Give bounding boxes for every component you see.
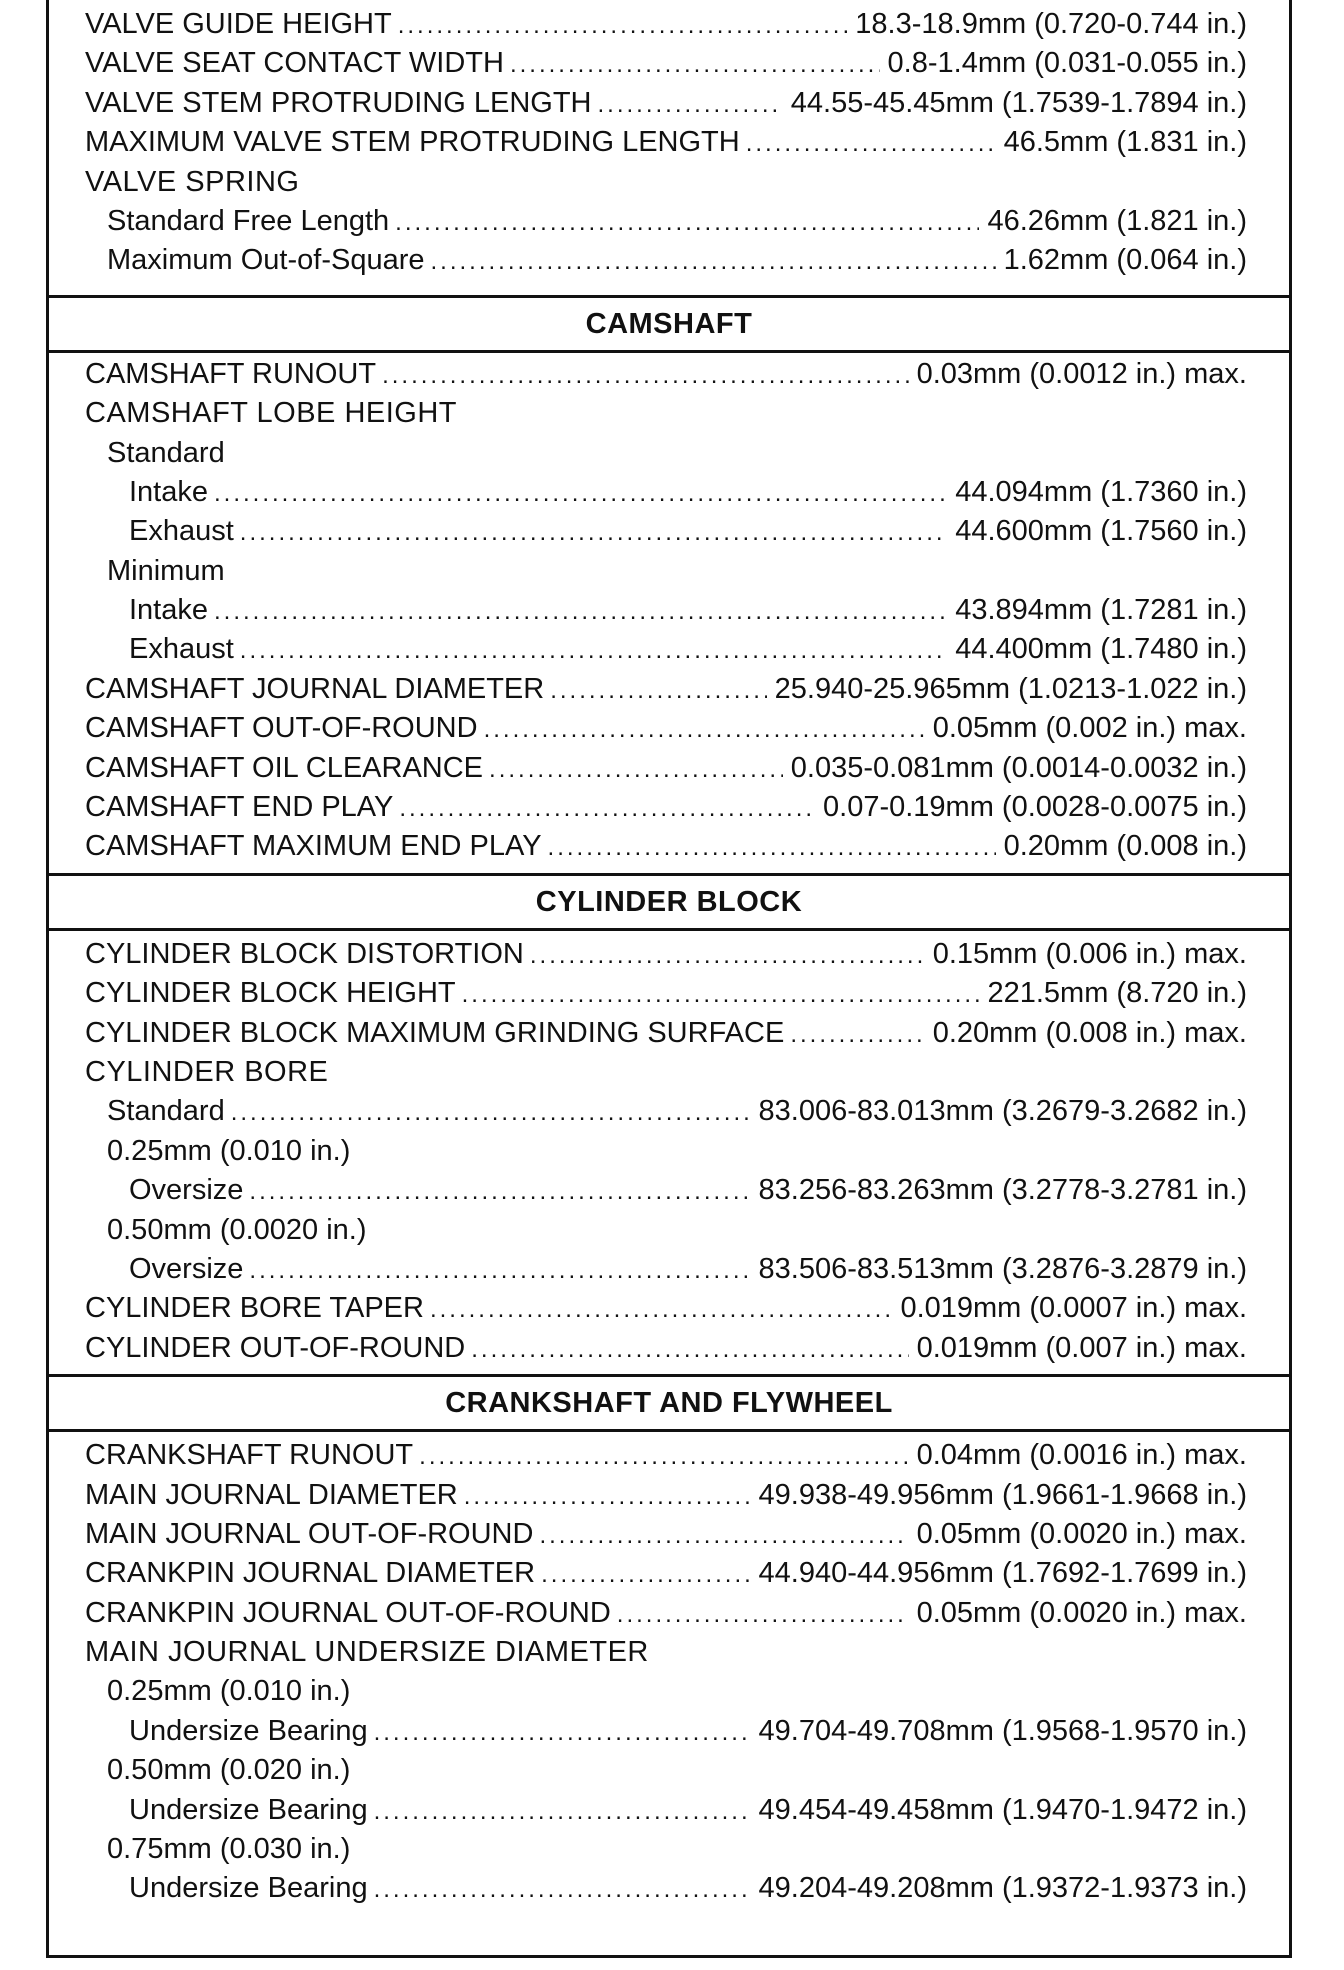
spec-label: Undersize Bearing [129,1793,368,1826]
spec-label: CAMSHAFT MAXIMUM END PLAY [85,830,542,863]
spec-label: MAIN JOURNAL OUT-OF-ROUND [85,1517,534,1550]
spec-row [85,749,1247,788]
leader-dots [382,356,909,394]
spec-value: 0.20mm (0.008 in.) max. [932,1016,1247,1049]
spec-row [85,827,1247,866]
spec-subheading [85,1132,1247,1171]
leader-dots [790,1015,924,1053]
spec-value: 49.938-49.956mm (1.9661-1.9668 in.) [758,1478,1247,1511]
spec-row [85,1250,1247,1289]
spec-row [85,202,1247,241]
section-title: CAMSHAFT [49,295,1289,353]
leader-dots [240,631,947,669]
spec-label: CYLINDER BLOCK MAXIMUM GRINDING SURFACE [85,1016,785,1049]
spec-subheading [85,1830,1247,1869]
leader-dots [374,1870,751,1908]
leader-dots [489,750,783,788]
spec-value: 83.256-83.263mm (3.2778-3.2781 in.) [758,1174,1247,1207]
spec-label: VALVE STEM PROTRUDING LENGTH [85,86,592,119]
leader-dots [548,828,996,866]
leader-dots [464,1477,751,1515]
spec-value: 0.05mm (0.002 in.) max. [932,712,1247,745]
spec-row [85,473,1247,512]
leader-dots [395,203,979,241]
spec-label: 0.50mm (0.0020 in.) [107,1213,367,1246]
leader-dots [214,474,947,512]
spec-label: MAIN JOURNAL UNDERSIZE DIAMETER [85,1636,649,1669]
spec-label: CYLINDER BORE TAPER [85,1292,424,1325]
spec-label: CAMSHAFT RUNOUT [85,357,377,390]
spec-row [85,1092,1247,1131]
spec-label: 0.25mm (0.010 in.) [107,1675,351,1708]
leader-dots [399,789,815,827]
spec-row [85,1554,1247,1593]
spec-value: 0.035-0.081mm (0.0014-0.0032 in.) [790,751,1247,784]
leader-dots [249,1251,750,1289]
spec-label: CYLINDER BORE [85,1055,329,1088]
spec-sheet [46,0,1292,1958]
spec-label: CRANKSHAFT RUNOUT [85,1439,414,1472]
spec-value: 0.20mm (0.008 in.) [1003,830,1247,863]
spec-label: Undersize Bearing [129,1872,368,1905]
spec-label: Oversize [129,1252,244,1285]
spec-value: 0.05mm (0.0020 in.) max. [916,1596,1247,1629]
spec-row [85,670,1247,709]
spec-row [85,241,1247,280]
spec-value: 0.03mm (0.0012 in.) max. [916,357,1247,390]
spec-label: VALVE SEAT CONTACT WIDTH [85,47,504,80]
spec-label: CAMSHAFT JOURNAL DIAMETER [85,672,545,705]
leader-dots [419,1437,908,1475]
spec-label: Intake [129,594,208,627]
spec-value: 44.400mm (1.7480 in.) [955,633,1247,666]
spec-value: 1.62mm (0.064 in.) [1003,244,1247,277]
spec-label: VALVE GUIDE HEIGHT [85,8,392,40]
section-title: CYLINDER BLOCK [49,873,1289,931]
leader-dots [240,513,947,551]
leader-dots [398,6,848,44]
spec-value: 43.894mm (1.7281 in.) [955,594,1247,627]
spec-value: 0.07-0.19mm (0.0028-0.0075 in.) [823,791,1247,824]
spec-label: CRANKPIN JOURNAL DIAMETER [85,1557,536,1590]
spec-label: Exhaust [129,633,234,666]
leader-dots [530,936,925,974]
leader-dots [471,1330,908,1368]
leader-dots [746,124,996,162]
spec-subheading [85,163,1247,202]
section-camshaft [49,295,1289,873]
leader-dots [431,242,996,280]
spec-value: 83.006-83.013mm (3.2679-3.2682 in.) [758,1095,1247,1128]
spec-row [85,123,1247,162]
spec-label: Standard Free Length [107,204,390,237]
leader-dots [374,1713,751,1751]
leader-dots [539,1516,908,1554]
leader-dots [430,1290,893,1328]
section-title: CRANKSHAFT AND FLYWHEEL [49,1374,1289,1432]
spec-value: 49.454-49.458mm (1.9470-1.9472 in.) [758,1793,1247,1826]
spec-value: 221.5mm (8.720 in.) [987,977,1247,1010]
section-cylinder-block [49,873,1289,1374]
spec-label: Undersize Bearing [129,1714,368,1747]
spec-row [85,709,1247,748]
spec-value: 0.04mm (0.0016 in.) max. [916,1439,1247,1472]
spec-value: 0.019mm (0.0007 in.) max. [900,1292,1247,1325]
spec-row [85,1869,1247,1908]
spec-value: 46.5mm (1.831 in.) [1003,126,1247,159]
spec-label: Standard [107,1095,225,1128]
spec-label: CAMSHAFT OUT-OF-ROUND [85,712,478,745]
spec-row [85,1712,1247,1751]
spec-row [85,935,1247,974]
leader-dots [550,671,766,709]
spec-value: 0.15mm (0.006 in.) max. [932,937,1247,970]
spec-label: Intake [129,475,208,508]
spec-label: 0.50mm (0.020 in.) [107,1754,351,1787]
spec-row [85,5,1247,44]
spec-row [85,1791,1247,1830]
leader-dots [374,1792,751,1830]
spec-value: 49.704-49.708mm (1.9568-1.9570 in.) [758,1714,1247,1747]
spec-subheading [85,394,1247,433]
spec-subheading [85,1211,1247,1250]
spec-row [85,630,1247,669]
leader-dots [214,592,947,630]
spec-subheading [85,1751,1247,1790]
spec-row [85,1289,1247,1328]
spec-label: CYLINDER BLOCK DISTORTION [85,937,524,970]
spec-row [85,974,1247,1013]
spec-value: 44.600mm (1.7560 in.) [955,515,1247,548]
spec-subheading [85,1672,1247,1711]
spec-row [85,1014,1247,1053]
spec-label: CRANKPIN JOURNAL OUT-OF-ROUND [85,1596,611,1629]
spec-label: CAMSHAFT END PLAY [85,791,394,824]
section-valve [49,0,1289,295]
leader-dots [249,1172,750,1210]
spec-row [85,1329,1247,1368]
spec-row [85,355,1247,394]
spec-label: CYLINDER OUT-OF-ROUND [85,1331,466,1364]
spec-row [85,44,1247,83]
spec-label: Oversize [129,1174,244,1207]
spec-value: 0.05mm (0.0020 in.) max. [916,1517,1247,1550]
spec-label: Standard [107,436,225,469]
spec-label: Exhaust [129,515,234,548]
leader-dots [462,975,980,1013]
spec-value: 0.019mm (0.007 in.) max. [916,1331,1247,1364]
spec-label: CAMSHAFT OIL CLEARANCE [85,751,484,784]
leader-dots [484,710,925,748]
spec-row [85,788,1247,827]
spec-value: 18.3-18.9mm (0.720-0.744 in.) [855,8,1247,40]
spec-row [85,1594,1247,1633]
spec-label: MAIN JOURNAL DIAMETER [85,1478,458,1511]
spec-value: 25.940-25.965mm (1.0213-1.022 in.) [774,672,1247,705]
spec-label: Minimum [107,554,225,587]
spec-row [85,1476,1247,1515]
section-crankshaft-flywheel [49,1374,1289,1909]
spec-label: CYLINDER BLOCK HEIGHT [85,977,456,1010]
spec-label: 0.75mm (0.030 in.) [107,1833,351,1866]
spec-label: MAXIMUM VALVE STEM PROTRUDING LENGTH [85,126,740,159]
leader-dots [541,1555,750,1593]
spec-value: 46.26mm (1.821 in.) [987,204,1247,237]
spec-row [85,512,1247,551]
spec-label: VALVE SPRING [85,165,300,198]
spec-subheading [85,552,1247,591]
spec-label: 0.25mm (0.010 in.) [107,1134,351,1167]
spec-row [85,591,1247,630]
spec-label: CAMSHAFT LOBE HEIGHT [85,397,458,430]
spec-label: Maximum Out-of-Square [107,244,425,277]
spec-subheading [85,1053,1247,1092]
leader-dots [510,45,880,83]
spec-row [85,84,1247,123]
spec-row [85,1436,1247,1475]
spec-row [85,1515,1247,1554]
spec-row [85,1171,1247,1210]
leader-dots [598,85,783,123]
spec-value: 44.094mm (1.7360 in.) [955,475,1247,508]
spec-value: 49.204-49.208mm (1.9372-1.9373 in.) [758,1872,1247,1905]
spec-subheading [85,1633,1247,1672]
leader-dots [617,1595,909,1633]
spec-value: 83.506-83.513mm (3.2876-3.2879 in.) [758,1252,1247,1285]
leader-dots [231,1093,751,1131]
spec-subheading [85,434,1247,473]
spec-value: 44.55-45.45mm (1.7539-1.7894 in.) [790,86,1247,119]
spec-value: 0.8-1.4mm (0.031-0.055 in.) [887,47,1247,80]
spec-value: 44.940-44.956mm (1.7692-1.7699 in.) [758,1557,1247,1590]
